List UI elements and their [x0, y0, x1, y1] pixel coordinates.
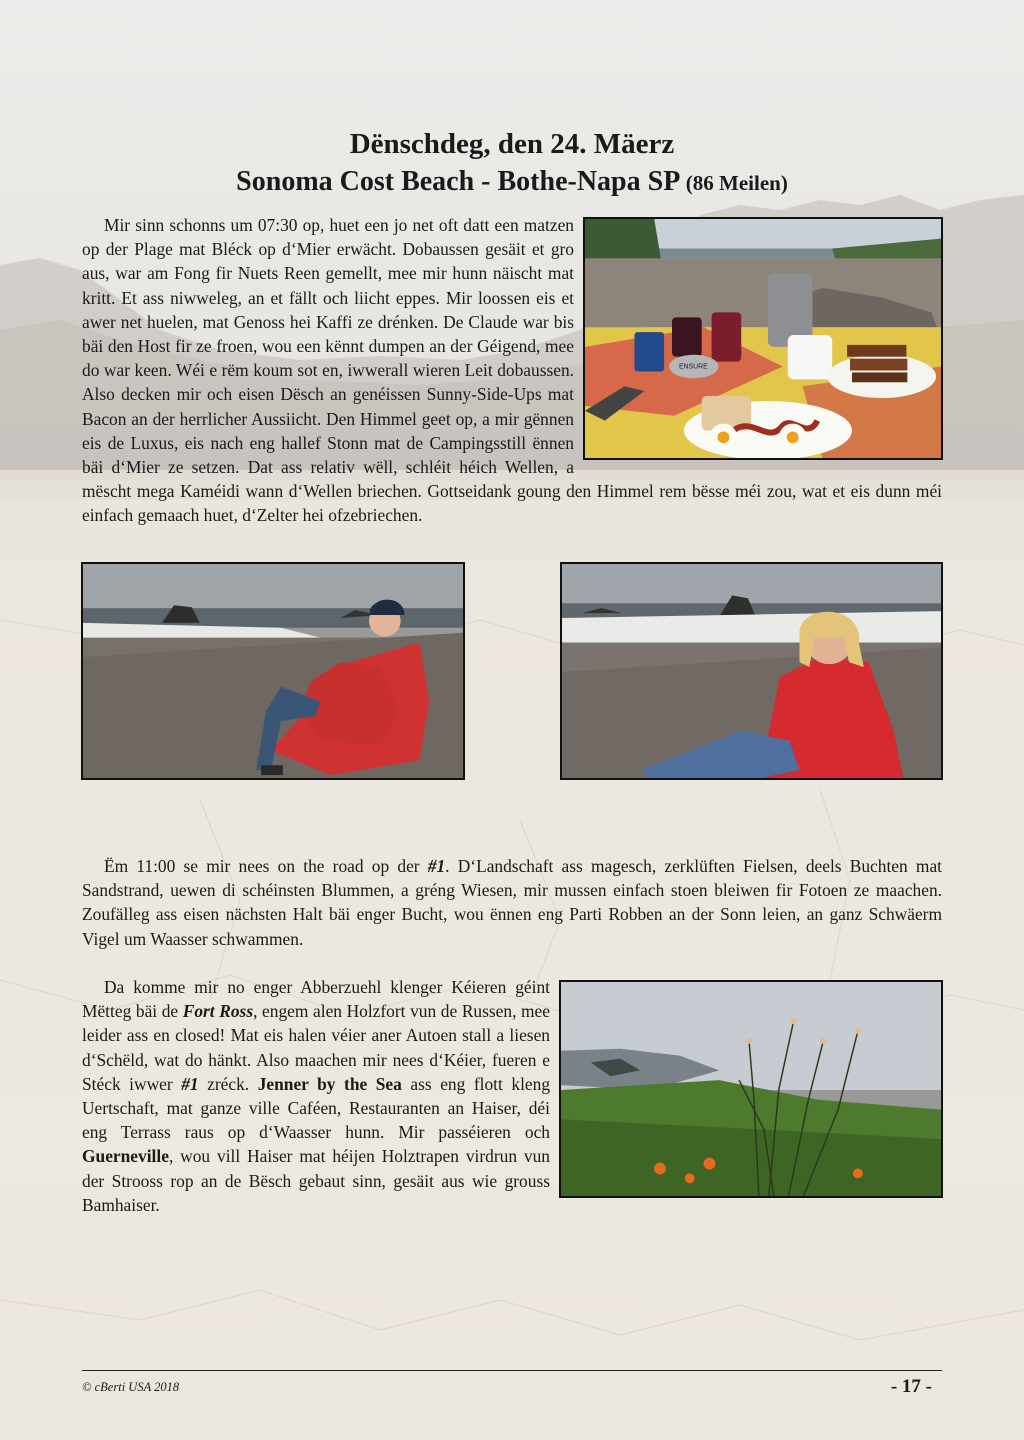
copyright: © cBerti USA 2018	[82, 1380, 180, 1394]
paragraph-breakfast: Mir sinn schonns um 07:30 op, huet een jo net oft datt een matzen op der Plage mat Bléck op d‘Mier erwächt. Dobaussen gesäit et gro aus, war am Fong fir Nuets Reen gemellt, mee mir hunn näischt mat kritt. Et ass niwweleg, an et fällt och liicht eppes. Mir loossen eis et awer net huelen, mat Genoss hei Kaffi ze drénken. De Claude war bis bäi den Host fir ze froen, wou een kënnt dumpen an der Géigend, mee do war keen. Wéi e rëm koum sot en, iwwerall wieren Leit dobaussen. Also decken mir och eisen Dësch an genéissen Sunny-Side-Ups mat Bacon an der herrlicher Aussiicht. Den Himmel geet op, a mir gënnen eis de Luxus, eis nach eng hallef Stonn mat de Campingsstill ënnen bäi d‘Mier ze setzen. Dat ass relativ wëll, schléit héich Wellen, a mëscht mega Kaméidi wann d‘Wellen briechen. Gottseidank goung den Himmel rem bësse méi zou, wat et eis dunn méi einfach gemaach huet, d‘Zelter hei ofzebriechen.	[82, 215, 942, 526]
title-route: Sonoma Cost Beach - Bothe-Napa SP	[236, 166, 679, 197]
road-text-1: Ëm 11:00 se mir nees on the road op der	[104, 856, 428, 876]
road-text-2: . D‘Landschaft ass magesch, zerklüften Fielsen, deels Buchten mat Sandstrand, uewen di schéinsten Blummen, a gréng Wiesen, mir mussen einfach stoen bleiwen fir Fotoen ze maachen. Zoufälleg ass eisen nächsten Halt bäi enger Bucht, wou ënnen eng Parti Robben an der Sonn leien, an ganz Schwäerm Vigel um Waasser schwammen.	[82, 856, 942, 949]
ensure-label: ENSURE	[678, 363, 708, 371]
beach-woman-photo	[560, 562, 943, 780]
route-number-2: #1	[181, 1073, 199, 1094]
fort-text-2: , engem alen Holzfort vun de Russen, mee leider ass en closed! Mat eis halen véier aner Autoen stall a liesen d‘Schëld, wat do hänkt. Also maachen mir nees d‘Kéier, fueren e Stéck iwwer	[82, 1001, 550, 1094]
footer-rule	[82, 1370, 942, 1371]
text-flow	[82, 213, 942, 528]
page-number: - 17 -	[890, 1376, 932, 1397]
title-miles: (86 Meilen)	[685, 171, 788, 195]
page-title	[0, 128, 1024, 161]
fort-ross-name: Fort Ross	[182, 1001, 254, 1022]
fort-text-5: , wou vill Haiser mat héijen Holztrapen virdrun vun der Strooss rop an de Bësch gebaut sinn, gesäit aus wie grouss Bamhaiser.	[82, 1146, 550, 1215]
guerneville-name: Guerneville	[82, 1146, 169, 1167]
coastline-photo	[559, 980, 943, 1198]
fort-text-4: ass eng flott kleng Uertschaft, mat ganze ville Caféen, Restauranten an Haiser, déi eng Terrass raus op d‘Waasser hunn. Mir passéieren och	[82, 1073, 551, 1143]
paragraph-fort-ross	[82, 975, 550, 1217]
fort-text-3: zréck.	[198, 1073, 258, 1094]
fort-text-1: Da komme mir no enger Abberzuehl klenger Kéieren géint Mëtteg bäi de	[82, 977, 550, 1022]
title-date: Dënschdeg, den 24. Mäerz	[349, 128, 675, 160]
route-number: #1	[427, 856, 446, 876]
jenner-name: Jenner by the Sea	[257, 1073, 402, 1094]
page-subtitle	[0, 166, 1024, 198]
paragraph-road	[82, 854, 942, 951]
beach-man-photo	[81, 562, 465, 780]
